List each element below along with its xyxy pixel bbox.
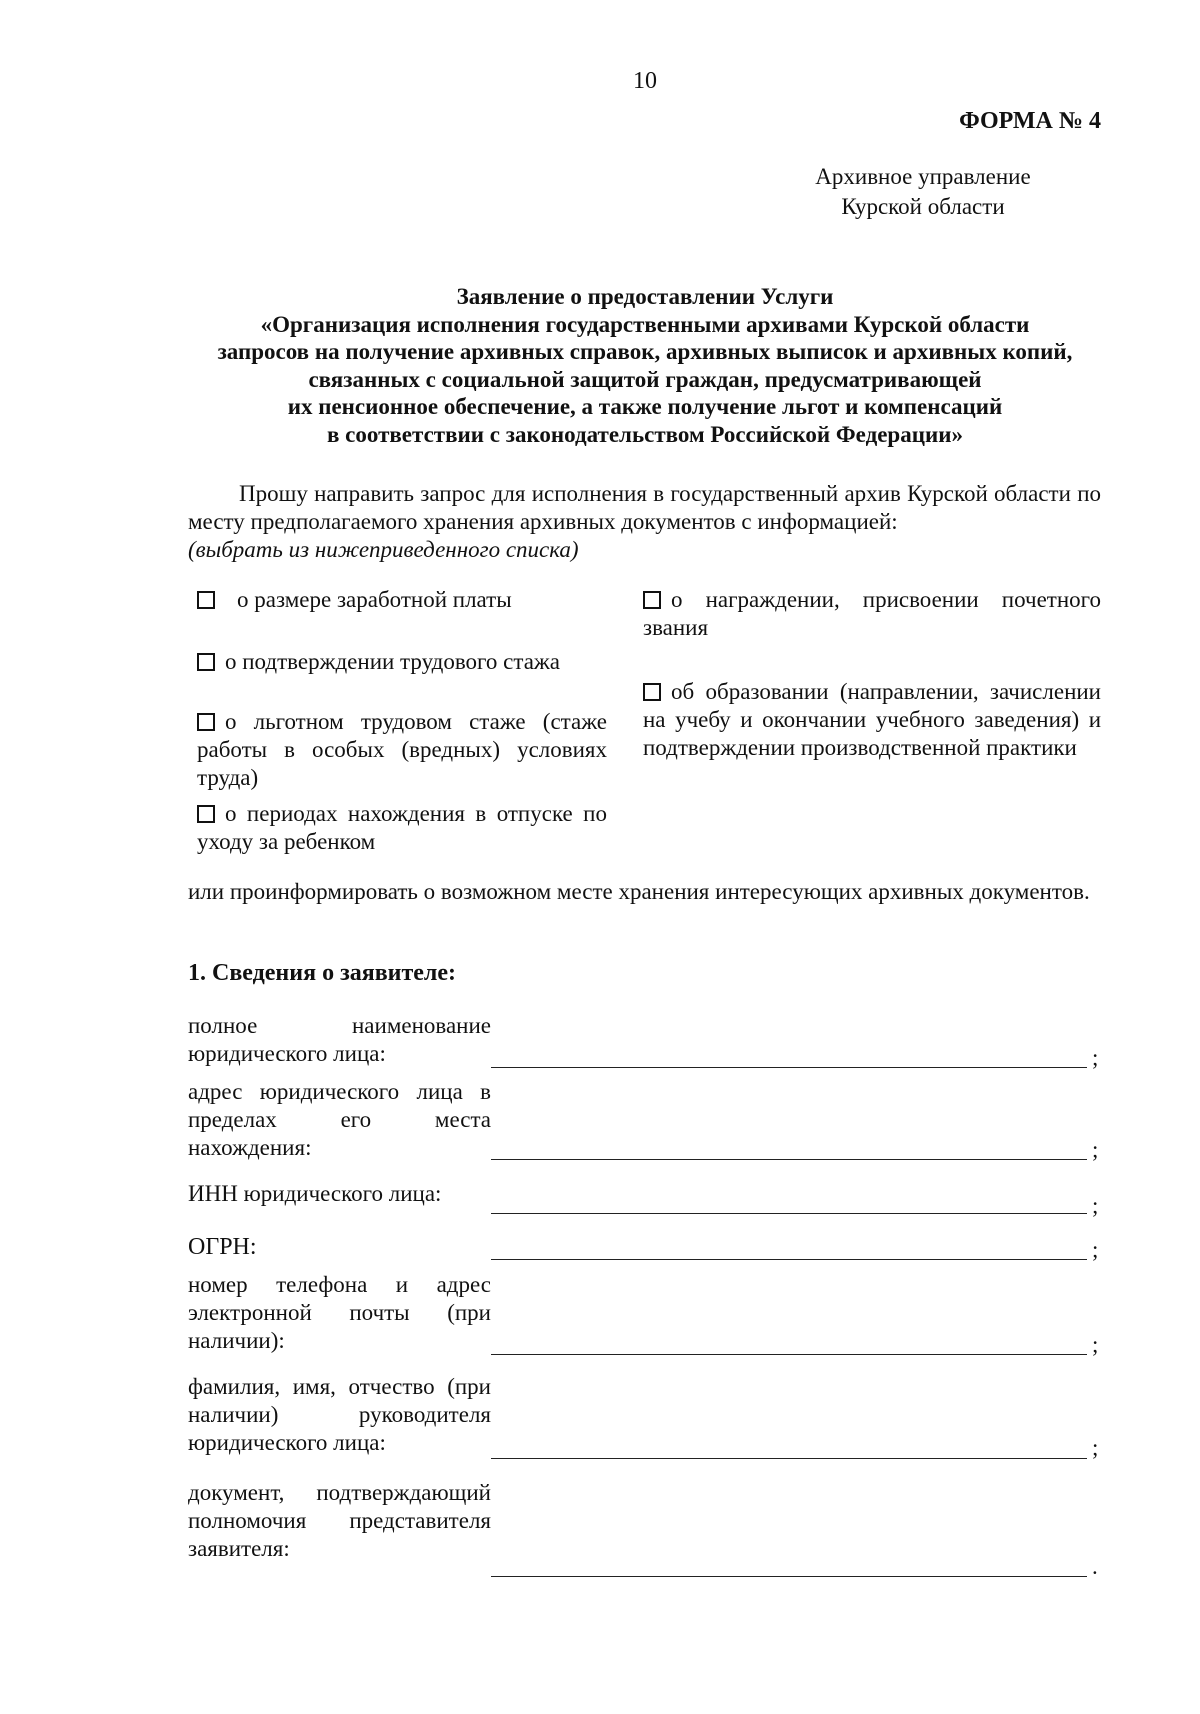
option-label: о подтверждении трудового стажа bbox=[225, 649, 561, 674]
page-number: 10 bbox=[633, 68, 657, 94]
field-label-ogrn: ОГРН: bbox=[188, 1234, 257, 1260]
addressee-line: Курской области bbox=[841, 194, 1005, 219]
title-line: их пенсионное обеспечение, а также получение льгот и компенсаций bbox=[287, 394, 1003, 419]
option-preferential-experience[interactable] bbox=[197, 708, 607, 792]
request-intro bbox=[188, 480, 1101, 564]
field-input-inn[interactable] bbox=[491, 1212, 1087, 1214]
punctuation: ; bbox=[1092, 1045, 1099, 1070]
addressee-line: Архивное управление bbox=[815, 164, 1031, 189]
option-label: о награждении, присвоении почетного звания bbox=[643, 587, 1101, 640]
punctuation: ; bbox=[1092, 1237, 1099, 1262]
field-label-phone-email: номер телефона и адрес электронной почты (при наличии): bbox=[188, 1272, 491, 1353]
field-input-director-name[interactable] bbox=[491, 1457, 1087, 1459]
punctuation: ; bbox=[1092, 1435, 1099, 1460]
field-input-phone-email[interactable] bbox=[491, 1353, 1087, 1355]
option-award[interactable] bbox=[643, 586, 1101, 642]
checkbox[interactable] bbox=[197, 653, 215, 671]
title-line: связанных с социальной защитой граждан, предусматривающей bbox=[308, 366, 982, 392]
field-label-name: полное наименование юридического лица: bbox=[188, 1013, 491, 1066]
intro-paragraph: Прошу направить запрос для исполнения в государственный архив Курской области по месту предполагаемого хранения архивных документов с информацией: bbox=[188, 481, 1101, 534]
field-label-inn: ИНН юридического лица: bbox=[188, 1181, 442, 1206]
option-education[interactable] bbox=[643, 678, 1101, 762]
checkbox[interactable] bbox=[643, 683, 661, 701]
option-label: о размере заработной платы bbox=[237, 587, 512, 612]
checkbox[interactable] bbox=[643, 591, 661, 609]
title-line: «Организация исполнения государственными архивами Курской области bbox=[260, 311, 1030, 337]
punctuation: . bbox=[1092, 1554, 1098, 1579]
checkbox[interactable] bbox=[197, 591, 215, 609]
form-number: ФОРМА № 4 bbox=[959, 108, 1101, 134]
checkbox[interactable] bbox=[197, 805, 215, 823]
option-label: о периодах нахождения в отпуске по уходу за ребенком bbox=[197, 801, 607, 854]
option-parental-leave[interactable] bbox=[197, 800, 607, 856]
option-label: о льготном трудовом стаже (стаже работы в особых (вредных) условиях труда) bbox=[197, 709, 607, 790]
addressee-block bbox=[753, 162, 1093, 222]
intro-note: (выбрать из нижеприведенного списка) bbox=[188, 537, 579, 562]
field-input-ogrn[interactable] bbox=[491, 1258, 1087, 1260]
title-line: Заявление о предоставлении Услуги bbox=[456, 284, 834, 309]
field-label-authority-document: документ, подтверждающий полномочия представителя заявителя: bbox=[188, 1480, 491, 1561]
field-input-authority-document[interactable] bbox=[491, 1575, 1087, 1577]
punctuation: ; bbox=[1092, 1332, 1099, 1357]
title-line: запросов на получение архивных справок, архивных выписок и архивных копий, bbox=[217, 339, 1073, 364]
section-title-applicant: 1. Сведения о заявителе: bbox=[188, 960, 457, 986]
checkbox[interactable] bbox=[197, 713, 215, 731]
punctuation: ; bbox=[1092, 1193, 1099, 1218]
punctuation: ; bbox=[1092, 1137, 1099, 1162]
field-input-name[interactable] bbox=[491, 1066, 1087, 1068]
or-inform-paragraph: или проинформировать о возможном месте хранения интересующих архивных документов. bbox=[188, 879, 1090, 904]
field-label-director-name: фамилия, имя, отчество (при наличии) руководителя юридического лица: bbox=[188, 1374, 491, 1455]
field-label-address: адрес юридического лица в пределах его места нахождения: bbox=[188, 1079, 491, 1160]
document-title bbox=[170, 283, 1120, 448]
option-work-experience[interactable] bbox=[197, 648, 607, 676]
option-label: об образовании (направлении, зачислении на учебу и окончании учебного заведения) и подтверждении производственной практики bbox=[643, 679, 1101, 760]
title-line: в соответствии с законодательством Российской Федерации» bbox=[327, 421, 963, 447]
field-input-address[interactable] bbox=[491, 1158, 1087, 1160]
option-salary[interactable] bbox=[197, 586, 607, 614]
